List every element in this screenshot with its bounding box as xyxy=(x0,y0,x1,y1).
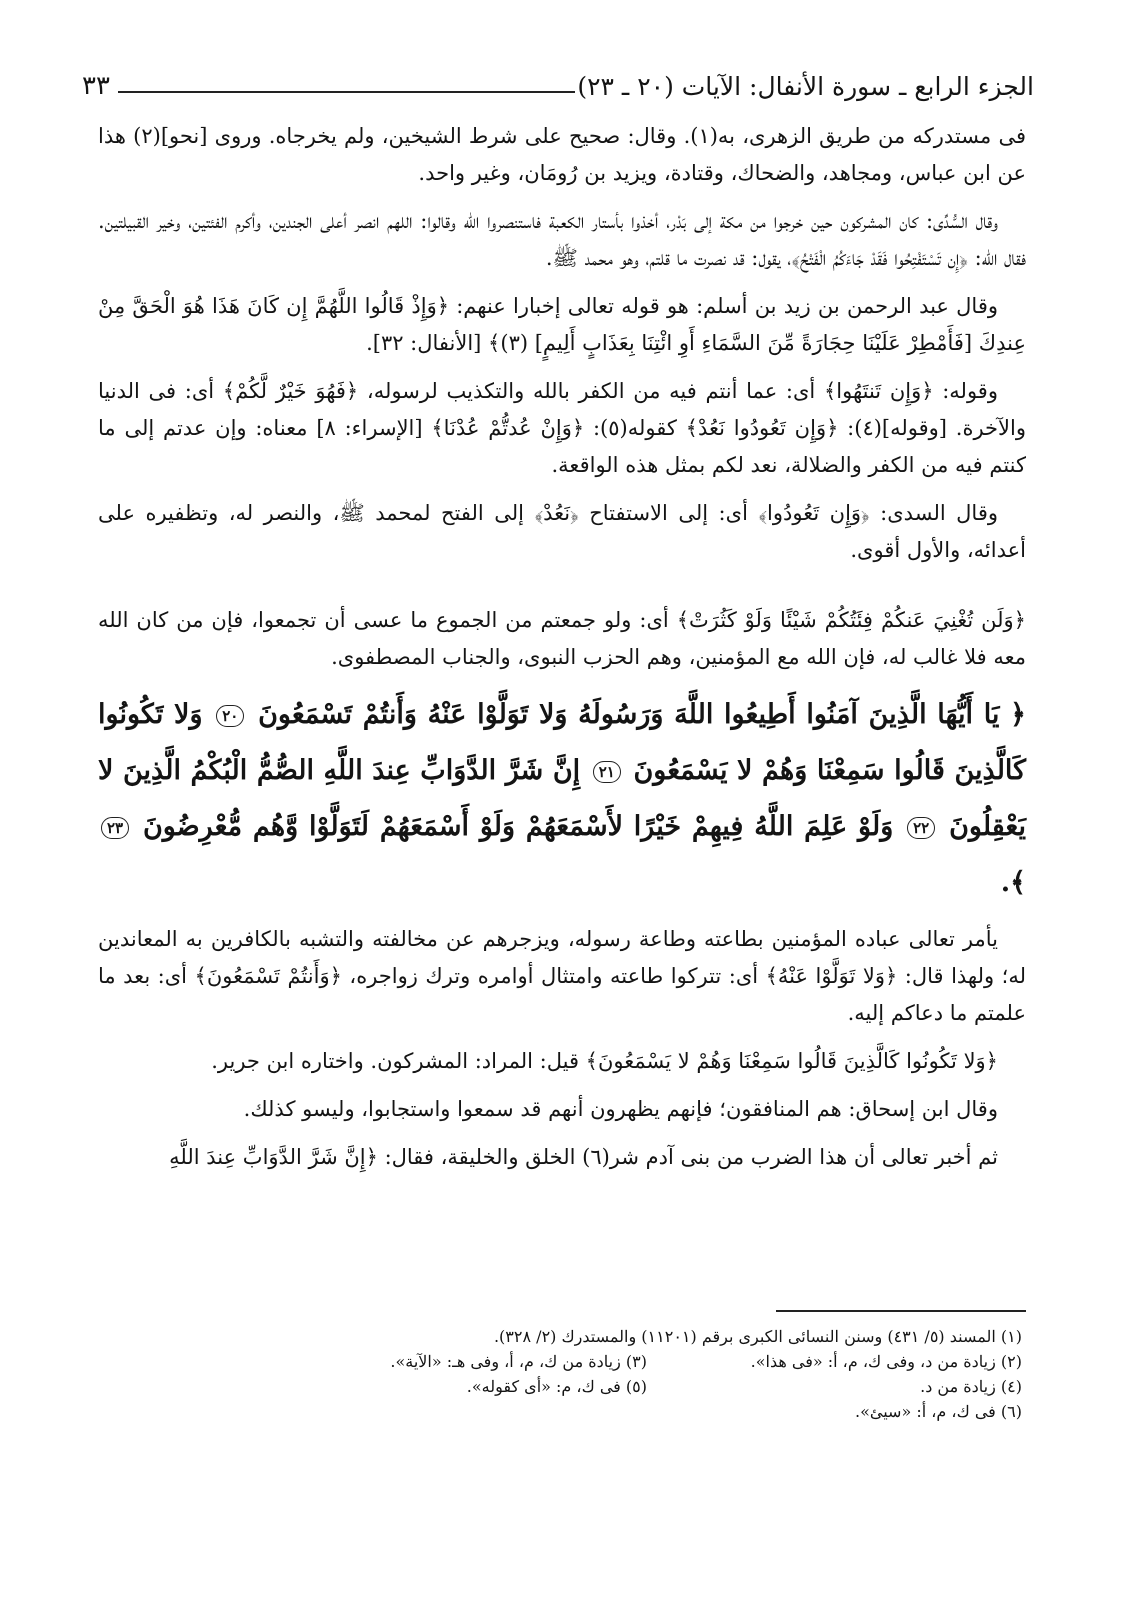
page-number: ٣٣ xyxy=(82,71,110,101)
paragraph-10: ثم أخبر تعالى أن هذا الضرب من بنى آدم شر(٦) الخلق والخليقة، فقال: ﴿إِنَّ شَرَّ الدَّوَابِّ عِندَ اللَّهِ xyxy=(169,1145,998,1169)
page-body xyxy=(98,118,1026,1187)
paragraph-9: وقال ابن إسحاق: هم المنافقون؛ فإنهم يظهرون أنهم قد سمعوا واستجابوا، وليسو كذلك. xyxy=(243,1097,998,1121)
ayah-20-text: يَا أَيُّهَا الَّذِينَ آمَنُوا أَطِيعُوا اللَّهَ وَرَسُولَهُ وَلا تَوَلَّوْا عَنْهُ وَأَنتُمْ تَسْمَعُونَ xyxy=(258,699,1000,730)
footnote-6: (٦) فى ك، م، أ: «سيئ». xyxy=(855,1402,1022,1421)
running-title: الجزء الرابع ـ سورة الأنفال: الآيات (٢٠ ـ ٢٣) xyxy=(577,71,1034,101)
footnote-rule xyxy=(776,1310,1026,1312)
quran-verses-block xyxy=(98,687,1026,911)
footnote-row xyxy=(102,1349,1022,1374)
ayah-20-marker: ٢٠ xyxy=(216,705,244,727)
footnote-row xyxy=(102,1374,1022,1399)
ayah-22-text: إِنَّ شَرَّ الدَّوَابِّ عِندَ اللَّهِ الصُّمُّ الْبُكْمُ الَّذِينَ لا يَعْقِلُونَ xyxy=(98,755,1026,842)
paragraph-8: ﴿وَلا تَكُونُوا كَالَّذِينَ قَالُوا سَمِعْنَا وَهُمْ لا يَسْمَعُونَ﴾ قيل: المراد: المشركون. واختاره ابن جرير. xyxy=(211,1049,998,1073)
paragraph-5: وقال السدى: ﴿وَإِن تَعُودُوا﴾ أى: إلى الاستفتاح ﴿نَعُدْ﴾ إلى الفتح لمحمد ﷺ، والنصر له، وتظفيره على أعدائه، والأول أقوى. xyxy=(98,501,1026,562)
footnote-row xyxy=(102,1324,1022,1349)
paragraph-6: ﴿وَلَن تُغْنِيَ عَنكُمْ فِئَتُكُمْ شَيْئًا وَلَوْ كَثُرَتْ﴾ أى: ولو جمعتم من الجموع ما عسى أن تجمعوا، فإن من كان الله معه فلا غالب له، فإن الله مع المؤمنين، وهم الحزب النبوى، والجناب المصطفوى. xyxy=(98,608,1026,669)
paragraph-4: وقوله: ﴿وَإِن تَنتَهُوا﴾ أى: عما أنتم فيه من الكفر بالله والتكذيب لرسوله، ﴿فَهُوَ خَيْرٌ لَّكُمْ﴾ أى: فى الدنيا والآخرة. [وقوله](٤): ﴿وَإِن تَعُودُوا نَعُدْ﴾ كقوله(٥): ﴿وَإِنْ عُدتُّمْ عُدْنَا﴾ [الإسراء: ٨] معناه: وإن عدتم إلى ما كنتم فيه من الكفر والضلالة، نعد لكم بمثل هذه الواقعة. xyxy=(98,379,1026,477)
footnote-2: (٢) زيادة من د، وفى ك، م، أ: «فى هذا». xyxy=(750,1352,1022,1371)
footnote-row xyxy=(102,1399,1022,1424)
footnote-1: (١) المسند (٥/ ٤٣١) وسنن النسائى الكبرى برقم (١١٢٠١) والمستدرك (٢/ ٣٢٨). xyxy=(493,1327,1022,1346)
paragraph-2: وقال السُّدِّى: كان المشركون حين خرجوا من مكة إلى بَدْر، أخذوا بأستار الكعبة فاستنصروا الله وقالوا: اللهم انصر أعلى الجندين، وأكرم الفئتين، وخير القبيلتين. فقال الله: ﴿إِن تَسْتَفْتِحُوا فَقَدْ جَاءَكُمُ الْفَتْحُ﴾، يقول: قد نصرت ما قلتم، وهو محمد ﷺ. xyxy=(98,209,1026,270)
ayah-23-text: وَلَوْ عَلِمَ اللَّهُ فِيهِمْ خَيْرًا لأَسْمَعَهُمْ وَلَوْ أَسْمَعَهُمْ لَتَوَلَّوْا وَّهُم مُّعْرِضُونَ xyxy=(142,811,894,842)
ayah-22-marker: ٢٢ xyxy=(907,817,935,839)
footnote-5: (٥) فى ك، م: «أى كقوله». xyxy=(466,1377,647,1396)
footnote-3: (٣) زيادة من ك، م، أ، وفى هـ: «الآية». xyxy=(390,1352,647,1371)
section-gap xyxy=(98,580,1026,602)
ayah-21-marker: ٢١ xyxy=(593,761,621,783)
ayah-23-marker: ٢٣ xyxy=(101,817,129,839)
ayah-21-text: وَلا تَكُونُوا كَالَّذِينَ قَالُوا سَمِعْنَا وَهُمْ لا يَسْمَعُونَ xyxy=(98,699,1027,786)
paragraph-7: يأمر تعالى عباده المؤمنين بطاعته وطاعة رسوله، ويزجرهم عن مخالفته والتشبه بالكافرين به المعاندين له؛ ولهذا قال: ﴿وَلا تَوَلَّوْا عَنْهُ﴾ أى: تتركوا طاعته وامتثال أوامره وترك زواجره، ﴿وَأَنتُمْ تَسْمَعُونَ﴾ أى: بعد ما علمتم ما دعاكم إليه. xyxy=(98,927,1026,1025)
paragraph-3: وقال عبد الرحمن بن زيد بن أسلم: هو قوله تعالى إخبارا عنهم: ﴿وَإِذْ قَالُوا اللَّهُمَّ إِن كَانَ هَذَا هُوَ الْحَقَّ مِنْ عِندِكَ [فَأَمْطِرْ عَلَيْنَا حِجَارَةً مِّنَ السَّمَاءِ أَوِ ائْتِنَا بِعَذَابٍ أَلِيمٍ] (٣)﴾ [الأنفال: ٣٢]. xyxy=(98,294,1026,355)
verse-close-bracket: ﴾. xyxy=(1000,867,1026,898)
footnotes xyxy=(102,1324,1022,1424)
header-rule xyxy=(118,91,575,93)
paragraph-1: فى مستدركه من طريق الزهرى، به(١). وقال: صحيح على شرط الشيخين، ولم يخرجاه. وروى [نحو](٢) هذا عن ابن عباس، ومجاهد، والضحاك، وقتادة، ويزيد بن رُومَان، وغير واحد. xyxy=(98,124,1026,185)
footnote-4: (٤) زيادة من د. xyxy=(920,1377,1022,1396)
verse-open-bracket: ﴿ xyxy=(1010,699,1026,730)
page-header xyxy=(82,66,1034,106)
